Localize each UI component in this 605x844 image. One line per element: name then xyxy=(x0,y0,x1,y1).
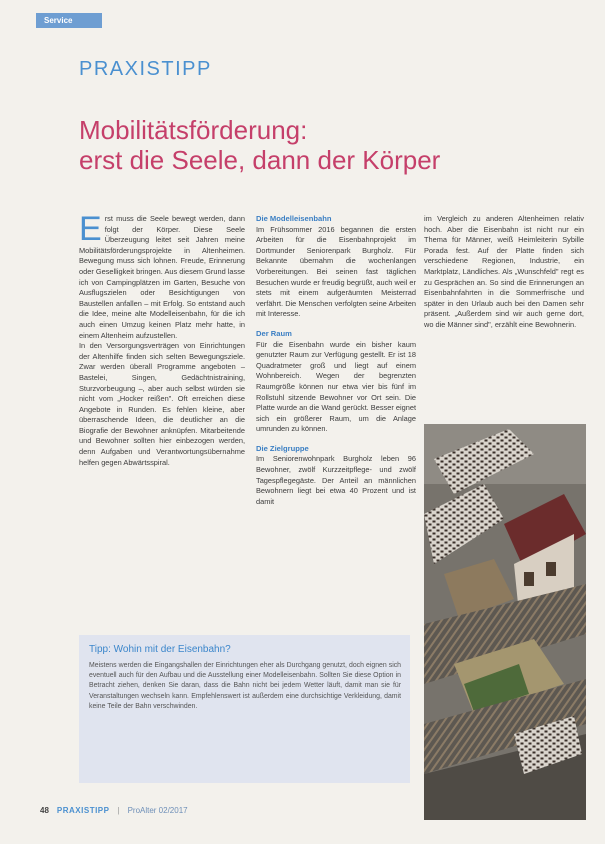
intro-paragraph xyxy=(79,210,245,341)
headline-line-2: erst die Seele, dann der Körper xyxy=(79,145,441,175)
subheading-model-railway: Die Modelleisenbahn xyxy=(256,214,332,223)
model-railway-photo xyxy=(424,424,586,820)
section-tag: Service xyxy=(36,13,102,28)
kicker: PRAXISTIPP xyxy=(79,58,212,80)
article-column-2 xyxy=(256,214,416,507)
page-footer xyxy=(40,806,188,815)
subheading-target-group: Die Zielgruppe xyxy=(256,443,309,453)
drop-cap: E xyxy=(79,210,102,248)
model-railway-illustration xyxy=(424,424,586,820)
headline-line-1: Mobilitätsförderung: xyxy=(79,115,308,145)
paragraph-room: Für die Eisenbahn wurde ein bisher kaum genutzter Raum zur Verfügung gestellt. Er ist 18 Quadratmeter groß und liegt auf einem Wohnbereich. Wegen der begrenzten Raumgröße können nur etwa vier bis fünf im Rollstuhl sitzende Bewohner vor Ort sein. Die Platte wurde an die Wand gerückt. Besser eignet sich ein größerer Raum, um die Anlage umrunden zu können. xyxy=(256,339,416,434)
intro-text: rst muss die Seele bewegt werden, dann folgt der Körper. Diese Seele Überzeugung leitet seit Jahren meine Mobilitätsförderungsprojekte in Altenheimen. Bewegung muss sich lohnen. Freude, Erinnerung oder Geselligkeit bringen. Aus diesem Grund lasse ich von Campingplätzen im Garten, Besuche von Ausflugszielen oder Besichtigungen von Baustellen anfallen – mit Erfolg. So entstand auch die Idee, meine alte Modelleisenbahn, für die ich auch einen Umzug keinen Platz mehr hatte, in einem Altenheim aufzustellen. xyxy=(79,214,245,340)
magazine-issue: ProAlter 02/2017 xyxy=(127,806,188,815)
tip-text: Meistens werden die Eingangshallen der Einrichtungen eher als Durchgang genutzt, doch eignen sich eventuell auch für den Aufbau und die Ausstellung einer Modelleisenbahn. Sollten Sie diese Option in Betracht ziehen, denken Sie daran, dass die Bahn nicht bei jedem Wetter läuft, damit man sie für Veranstaltungen wechseln kann. Empfehlenswert ist außerdem eine durchsichtige Verkleidung, damit keine Teile der Bahn verschwinden. xyxy=(89,662,401,710)
subheading-room: Der Raum xyxy=(256,328,292,338)
footer-separator: | xyxy=(117,806,120,815)
page-number: 48 xyxy=(40,806,49,815)
footer-section: PRAXISTIPP xyxy=(56,806,110,815)
paragraph-model-railway: Im Frühsommer 2016 begannen die ersten Arbeiten für die Eisenbahnprojekt im Dortmunder Seniorenpark Burgholz. Für Bekannte übernahm die wochenlangen Vorbereitungen. Bei seinen fast täglichen Besuchen wurde er freudig begrüßt, auch weil er stets mit einem aufgeräumten Meisterrad verfährt. Die Menschen verfolgten seine Arbeiten mit Interesse. xyxy=(256,224,416,319)
paragraph-continued: im Vergleich zu anderen Altenheimen relativ hoch. Aber die Eisenbahn ist nicht nur ein Thema für Männer, weiß Heimleiterin Sybille Porada fest. Auf der Platte finden sich verschiedene Regionen, Industrie, ein Marktplatz, Ländliches. Als „Wunschfeld" regt es zu Gesprächen an. So sind die Erinnerungen an Eisenbahnfahrten in die Sommerfrische und später in den Urlaub auch bei den Damen sehr präsent. „Außerdem sind wir auch gerne dort, wo die Männer sind", erzählt eine Bewohnerin. xyxy=(424,214,584,329)
headline xyxy=(79,115,559,175)
tip-box xyxy=(79,635,410,783)
tip-title: Tipp: Wohin mit der Eisenbahn? xyxy=(89,644,231,655)
article-column-3 xyxy=(424,214,584,331)
article-column-1 xyxy=(79,210,245,468)
paragraph-target-group: Im Seniorenwohnpark Burgholz leben 96 Bewohner, zwölf Kurzzeitpflege- und zwölf Tagespflegegäste. Der Anteil an männlichen Bewohnern liegt bei etwa 40 Prozent und ist damit xyxy=(256,454,416,506)
body-paragraph: In den Versorgungsverträgen von Einrichtungen der Altenhilfe finden sich selten Bewegungsziele. Zwar werden überall Programme angeboten – Bastelei, Singen, Gedächtnistraining, Sturzvorbeugung –, aber auch selbst würden sie nicht vom „Hocker reißen". Oft erreichen diese Angebote in Runden. Es fehlen kleine, aber überraschende Ideen, die deutlicher an die Biografie der Bewohner anknüpfen. Mitarbeitende und Bewohner sollten hier einbezogen werden, denn Aufgaben und Verantwortungsübernahme helfen gegen Abwärtsspiral. xyxy=(79,341,245,467)
